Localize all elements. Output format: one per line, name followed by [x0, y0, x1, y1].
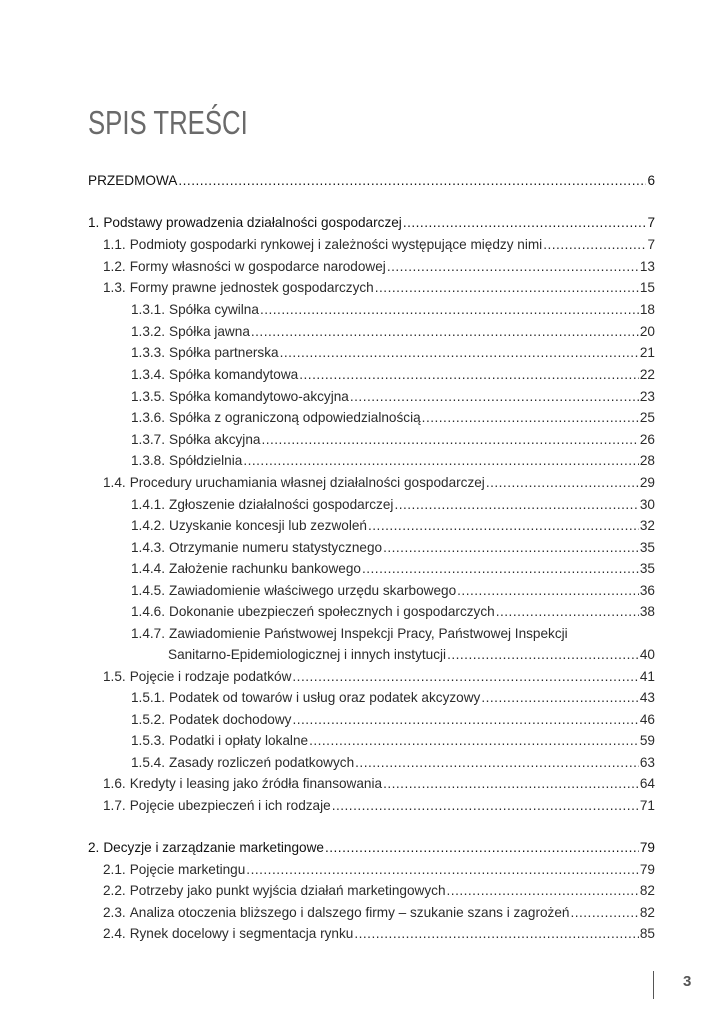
- toc-entry-page: 63: [639, 755, 655, 770]
- toc-entry-label: Pojęcie ubezpieczeń i ich rodzaje: [129, 798, 331, 813]
- leader-dots: [383, 773, 639, 794]
- toc-entry-label: Otrzymanie numeru statystycznego: [169, 540, 383, 555]
- leader-dots: [383, 537, 639, 558]
- toc-entry-number: 1.4.6.: [131, 604, 166, 619]
- leader-dots: [350, 386, 639, 407]
- toc-entry-subsection[interactable]: [131, 364, 655, 385]
- toc-entry-chapter[interactable]: [88, 212, 655, 233]
- toc-entry-subsection[interactable]: [131, 450, 655, 471]
- toc-entry-label: Dokonanie ubezpieczeń społecznych i gospodarczych: [169, 604, 495, 619]
- toc-entry-subsection[interactable]: [131, 494, 655, 515]
- toc-entry-section[interactable]: [103, 277, 655, 298]
- toc-entry-label: Założenie rachunku bankowego: [169, 561, 361, 576]
- toc-entry-number: 2.2.: [103, 883, 126, 898]
- toc-entry-page: 21: [639, 345, 655, 360]
- toc-entry-label: Zasady rozliczeń podatkowych: [169, 755, 355, 770]
- toc-entry-number: 1.3.7.: [131, 432, 166, 447]
- toc-entry-number: 1.4.4.: [131, 561, 166, 576]
- toc-entry-number: 1.: [88, 215, 100, 230]
- toc-entry-subsection[interactable]: [131, 623, 568, 644]
- toc-entry-page: 18: [639, 302, 655, 317]
- toc-entry-page: 64: [639, 776, 655, 791]
- toc-entry-page: 79: [639, 840, 655, 855]
- toc-entry-page: 29: [639, 475, 655, 490]
- toc-entry-subsection[interactable]: [131, 342, 655, 363]
- toc-entry-page: 82: [639, 905, 655, 920]
- toc-entry-label: Pojęcie marketingu: [129, 862, 246, 877]
- toc-entry-label: Rynek docelowy i segmentacja rynku: [129, 926, 354, 941]
- leader-dots: [375, 277, 639, 298]
- leader-dots: [543, 234, 646, 255]
- toc-entry-page: 28: [639, 453, 655, 468]
- toc-entry-page: 38: [639, 604, 655, 619]
- leader-dots: [457, 580, 639, 601]
- toc-entry-section[interactable]: [103, 880, 655, 901]
- toc-entry-number: 1.4.1.: [131, 497, 166, 512]
- toc-entry-section[interactable]: [103, 902, 655, 923]
- toc-entry-label: Kredyty i leasing jako źródła finansowania: [129, 776, 383, 791]
- leader-dots: [368, 515, 639, 536]
- toc-entry-number: 1.3.4.: [131, 367, 166, 382]
- toc-entry-label: Spółka komandytowo-akcyjna: [169, 389, 349, 404]
- toc-entry-subsection[interactable]: [131, 407, 655, 428]
- toc-entry-label: Formy własności w gospodarce narodowej: [129, 259, 386, 274]
- toc-entry-number: 1.5.4.: [131, 755, 166, 770]
- toc-entry-number: 2.3.: [103, 905, 126, 920]
- toc-entry-number: 1.4.: [103, 475, 126, 490]
- toc-entry-page: 43: [639, 690, 655, 705]
- toc-entry-continuation[interactable]: [168, 644, 655, 665]
- leader-dots: [570, 902, 638, 923]
- toc-entry-subsection[interactable]: [131, 730, 655, 751]
- toc-entry-label: Spółka akcyjna: [169, 432, 261, 447]
- leader-dots: [394, 494, 638, 515]
- toc-entry-subsection[interactable]: [131, 537, 655, 558]
- toc-entry-section[interactable]: [103, 234, 655, 255]
- toc-entry-label: Spółka partnerska: [169, 345, 279, 360]
- toc-entry-subsection[interactable]: [131, 709, 655, 730]
- toc-entry-label: Podstawy prowadzenia działalności gospodarczej: [103, 215, 402, 230]
- toc-entry-page: 6: [647, 173, 655, 188]
- leader-dots: [309, 730, 639, 751]
- toc-entry-label: Decyzje i zarządzanie marketingowe: [103, 840, 324, 855]
- toc-entry-number: 1.2.: [103, 259, 126, 274]
- toc-entry-number: 1.3.1.: [131, 302, 166, 317]
- leader-dots: [447, 880, 639, 901]
- leader-dots: [362, 558, 639, 579]
- toc-entry-number: 1.5.3.: [131, 733, 166, 748]
- toc-entry-label: Procedury uruchamiania własnej działalności gospodarczej: [129, 475, 485, 490]
- page-number: 3: [683, 973, 692, 990]
- toc-entry-page: 13: [639, 259, 655, 274]
- toc-entry-label: Podmioty gospodarki rynkowej i zależności występujące między nimi: [129, 237, 543, 252]
- toc-entry-number: 1.3.6.: [131, 410, 166, 425]
- toc-entry-label: Podatek od towarów i usług oraz podatek akcyzowy: [169, 690, 481, 705]
- toc-entry-subsection[interactable]: [131, 321, 655, 342]
- toc-entry-number: 2.: [88, 840, 100, 855]
- footer-divider: [653, 971, 654, 999]
- leader-dots: [496, 601, 639, 622]
- toc-entry-number: 1.4.5.: [131, 583, 166, 598]
- leader-dots: [251, 321, 639, 342]
- toc-entry-page: 15: [639, 280, 655, 295]
- toc-entry-label: Spółka komandytowa: [169, 367, 299, 382]
- toc-entry-label: Podatek dochodowy: [169, 712, 292, 727]
- toc-entry-subsection[interactable]: [131, 752, 655, 773]
- toc-entry-number: 1.3.2.: [131, 324, 166, 339]
- toc-entry-number: 1.3.8.: [131, 453, 166, 468]
- toc-entry-page: 7: [647, 237, 655, 252]
- toc-entry-page: 46: [639, 712, 655, 727]
- toc-entry-page: 41: [639, 669, 655, 684]
- toc-entry-number: 1.4.7.: [131, 626, 166, 641]
- toc-entry-subsection[interactable]: [131, 386, 655, 407]
- toc-entry-number: 1.4.2.: [131, 518, 166, 533]
- toc-entry-page: 7: [647, 215, 655, 230]
- toc-entry-page: 20: [639, 324, 655, 339]
- toc-entry-page: 35: [639, 540, 655, 555]
- leader-dots: [292, 666, 638, 687]
- toc-entry-number: 2.4.: [103, 926, 126, 941]
- toc-entry-number: 1.1.: [103, 237, 126, 252]
- toc-entry-label: Spółka z ograniczoną odpowiedzialnością: [169, 410, 421, 425]
- toc-entry-label: Spółdzielnia: [169, 453, 243, 468]
- leader-dots: [243, 450, 639, 471]
- toc-entry-label: Zgłoszenie działalności gospodarczej: [169, 497, 394, 512]
- toc-entry-label: Spółka cywilna: [169, 302, 259, 317]
- toc-entry-subsection[interactable]: [131, 687, 655, 708]
- leader-dots: [299, 364, 639, 385]
- toc-entry-label: Potrzeby jako punkt wyjścia działań marketingowych: [129, 883, 446, 898]
- toc-entry-page: 59: [639, 733, 655, 748]
- toc-entry-page: 71: [639, 798, 655, 813]
- leader-dots: [280, 342, 639, 363]
- toc-entry-label: Analiza otoczenia bliższego i dalszego firmy – szukanie szans i zagrożeń: [129, 905, 570, 920]
- toc-entry-page: 22: [639, 367, 655, 382]
- toc-entry-page: 30: [639, 497, 655, 512]
- leader-dots: [403, 212, 647, 233]
- toc-entry-section[interactable]: [103, 795, 655, 816]
- toc-entry-subsection[interactable]: [131, 558, 655, 579]
- toc-entry-label: Podatki i opłaty lokalne: [169, 733, 309, 748]
- toc-entry-number: 1.6.: [103, 776, 126, 791]
- toc-entry-page: 79: [639, 862, 655, 877]
- toc-entry-page: 35: [639, 561, 655, 576]
- leader-dots: [355, 752, 639, 773]
- leader-dots: [261, 429, 638, 450]
- toc-entry-number: 1.5.1.: [131, 690, 166, 705]
- leader-dots: [332, 795, 639, 816]
- toc-entry-number: 2.1.: [103, 862, 126, 877]
- toc-entry-page: 36: [639, 583, 655, 598]
- toc-entry-page: 23: [639, 389, 655, 404]
- toc-entry-page: 25: [639, 410, 655, 425]
- leader-dots: [486, 472, 639, 493]
- toc-entry-page: 26: [639, 432, 655, 447]
- leader-dots: [354, 923, 639, 944]
- toc-entry-subsection[interactable]: [131, 429, 655, 450]
- toc-entry-section[interactable]: [103, 773, 655, 794]
- toc-entry-page: 32: [639, 518, 655, 533]
- toc-entry-subsection[interactable]: [131, 515, 655, 536]
- toc-entry-number: 1.7.: [103, 798, 126, 813]
- toc-entry-page: 82: [639, 883, 655, 898]
- toc-entry-number: 1.4.3.: [131, 540, 166, 555]
- toc-entry-label-continued: Sanitarno-Epidemiologicznej i innych instytucji: [168, 647, 447, 662]
- toc-entry-subsection[interactable]: [131, 580, 655, 601]
- toc-entry-label: Formy prawne jednostek gospodarczych: [129, 280, 374, 295]
- toc-entry-preface[interactable]: [88, 170, 655, 191]
- toc-entry-page: 85: [639, 926, 655, 941]
- toc-entry-number: 1.5.: [103, 669, 126, 684]
- toc-entry-subsection[interactable]: [131, 299, 655, 320]
- toc-entry-label: Zawiadomienie właściwego urzędu skarbowego: [169, 583, 457, 598]
- leader-dots: [387, 256, 639, 277]
- toc-entry-label: Uzyskanie koncesji lub zezwoleń: [169, 518, 367, 533]
- leader-dots: [422, 407, 639, 428]
- toc-entry-section[interactable]: [103, 859, 655, 880]
- toc-entry-number: 1.3.3.: [131, 345, 166, 360]
- toc-entry-label: Pojęcie i rodzaje podatków: [129, 669, 292, 684]
- page-title: SPIS TREŚCI: [88, 104, 248, 141]
- leader-dots: [481, 687, 639, 708]
- leader-dots: [178, 170, 646, 191]
- toc-entry-label: PRZEDMOWA: [88, 173, 178, 188]
- leader-dots: [447, 644, 639, 665]
- toc-entry-number: 1.5.2.: [131, 712, 166, 727]
- toc-entry-section[interactable]: [103, 923, 655, 944]
- toc-entry-number: 1.3.: [103, 280, 126, 295]
- toc-entry-page: 40: [639, 647, 655, 662]
- toc-entry-section[interactable]: [103, 256, 655, 277]
- toc-entry-number: 1.3.5.: [131, 389, 166, 404]
- toc-entry-subsection[interactable]: [131, 601, 655, 622]
- toc-entry-section[interactable]: [103, 666, 655, 687]
- toc-entry-label: Spółka jawna: [169, 324, 250, 339]
- leader-dots: [260, 299, 639, 320]
- toc-entry-chapter[interactable]: [88, 837, 655, 858]
- toc-entry-section[interactable]: [103, 472, 655, 493]
- leader-dots: [246, 859, 639, 880]
- toc-entry-label: Zawiadomienie Państwowej Inspekcji Pracy, Państwowej Inspekcji: [169, 626, 568, 641]
- leader-dots: [292, 709, 638, 730]
- leader-dots: [325, 837, 639, 858]
